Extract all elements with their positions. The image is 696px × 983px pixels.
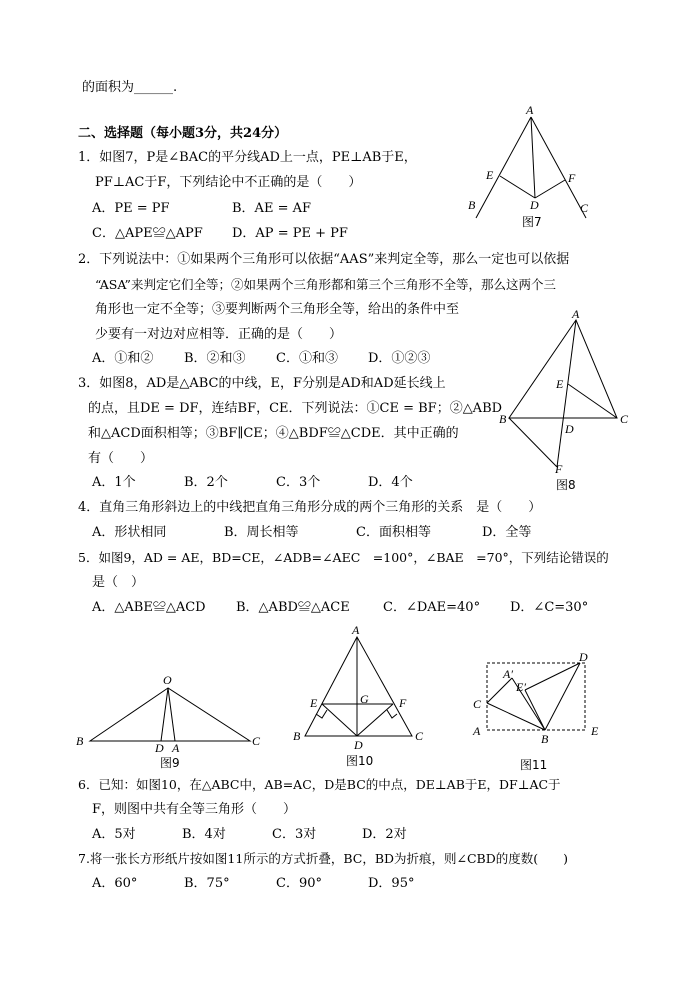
q2-line1: 2．下列说法中：①如果两个三角形可以依据“AAS”来判定全等，那么一定也可以依据 <box>78 252 570 267</box>
fig9-label-a: A <box>172 741 180 755</box>
q5-option-a: A．△ABE≌△ACD <box>92 600 206 615</box>
fig7-caption: 图7 <box>522 215 542 229</box>
intro-line: 的面积为______. <box>82 80 178 95</box>
q3-option-b: B．2个 <box>184 475 228 490</box>
q7-option-d: D．95° <box>368 876 415 891</box>
fig8-caption: 图8 <box>556 478 576 492</box>
fig9-label-b: B <box>76 734 84 748</box>
fig7-label-f: F <box>568 171 576 185</box>
q1-option-c: C．△APE≌△APF <box>92 226 203 241</box>
q2-line3: 角形也一定不全等；③要判断两个三角形全等，给出的条件中至 <box>95 302 460 317</box>
q7-option-a: A．60° <box>92 876 138 891</box>
section-title: 二、选择题（每小题3分，共24分） <box>78 126 288 141</box>
fig7-label-a: A <box>526 103 534 117</box>
q2-option-c: C．①和③ <box>276 351 338 366</box>
fig8-label-a: A <box>572 307 580 321</box>
q1-line1: 1．如图7，P是∠BAC的平分线AD上一点，PE⊥AB于E， <box>78 150 417 165</box>
fig8-label-c: C <box>620 412 629 426</box>
fig10-label-f: F <box>399 696 407 710</box>
q6-option-a: A．5对 <box>92 827 136 842</box>
fig11-line-bd <box>545 663 580 730</box>
q2-line4: 少要有一对边对应相等．正确的是（ ） <box>95 327 343 342</box>
q2-line2: “ASA”来判定它们全等；②如果两个三角形都和第三个三角形不全等，那么这两个三 <box>95 277 556 292</box>
q1-line2: PF⊥AC于F，下列结论中不正确的是（ ） <box>95 175 362 190</box>
q6-option-b: B．4对 <box>182 827 226 842</box>
fig8-label-e: E <box>556 377 564 391</box>
fig11-label-c: C <box>473 697 482 711</box>
q4-option-d: D．全等 <box>482 525 532 540</box>
q7-option-b: B．75° <box>184 876 230 891</box>
fig8-label-b: B <box>499 412 507 426</box>
fig11-label-a: A <box>473 724 481 738</box>
q7-option-c: C．90° <box>276 876 322 891</box>
q4-option-b: B．周长相等 <box>224 525 299 540</box>
q5-option-b: B．△ABD≌△ACE <box>236 600 350 615</box>
fig10-caption: 图10 <box>346 754 374 768</box>
q1-option-d: D．AP = PE + PF <box>232 226 348 241</box>
fig7-label-c: C <box>580 201 589 215</box>
q1-option-b: B．AE = AF <box>232 201 311 216</box>
fig9-label-c: C <box>252 734 261 748</box>
q3-option-a: A．1个 <box>92 475 136 490</box>
q5-line2: 是（ ） <box>92 575 145 590</box>
q1-option-a: A．PE = PF <box>92 201 170 216</box>
fig10-label-c: C <box>415 729 424 743</box>
q3-line4: 有（ ） <box>88 451 154 466</box>
fig9-label-o: O <box>163 673 172 687</box>
fig11-label-a-prime: A′ <box>503 667 513 681</box>
fig7-label-b: B <box>468 198 476 212</box>
fig8-label-f: F <box>555 462 563 476</box>
fig11-dashed-rect <box>487 663 585 730</box>
fig10-label-g: G <box>360 692 369 706</box>
q4-option-a: A．形状相同 <box>92 525 167 540</box>
q2-option-d: D．①②③ <box>368 351 431 366</box>
fig11-label-e-prime: E′ <box>516 680 526 694</box>
fig7-label-d: D <box>530 198 539 212</box>
q6-option-c: C．3对 <box>272 827 317 842</box>
q3-line3: 和△ACD面积相等；③BF∥CE；④△BDF≌△CDE．其中正确的 <box>88 426 459 441</box>
q6-line1: 6．已知：如图10，在△ABC中，AB=AC，D是BC的中点，DE⊥AB于E，DF⊥AC于 <box>78 777 561 792</box>
fig11-label-d: D <box>579 650 588 664</box>
q3-line1: 3．如图8，AD是△ABC的中线，E，F分别是AD和AD延长线上 <box>78 376 446 391</box>
q4-option-c: C．面积相等 <box>356 525 431 540</box>
q6-option-d: D．2对 <box>362 827 407 842</box>
q2-option-a: A．①和② <box>92 351 154 366</box>
q4-line1: 4．直角三角形斜边上的中线把直角三角形分成的两个三角形的关系 是（ ） <box>78 500 542 515</box>
q3-option-c: C．3个 <box>276 475 321 490</box>
fig11-line-eb <box>525 690 545 730</box>
q5-option-d: D．∠C=30° <box>510 600 589 615</box>
fig10-label-b: B <box>293 729 301 743</box>
fig11-caption: 图11 <box>520 758 548 772</box>
q2-option-b: B．②和③ <box>184 351 246 366</box>
fig11-line-ed <box>525 663 580 690</box>
q5-option-c: C．∠DAE=40° <box>383 600 481 615</box>
fig9-label-d: D <box>155 741 164 755</box>
q6-line2: F，则图中共有全等三角形（ ） <box>92 802 297 817</box>
fig10-label-e: E <box>310 696 318 710</box>
q3-line2: 的点，且DE = DF，连结BF，CE．下列说法：①CE = BF；②△ABD <box>88 401 503 416</box>
fig9-caption: 图9 <box>160 756 180 770</box>
q7-line1: 7.将一张长方形纸片按如图11所示的方式折叠，BC，BD为折痕，则∠CBD的度数( ) <box>78 851 569 866</box>
fig11-label-e: E <box>591 724 599 738</box>
fig8-label-d: D <box>565 422 574 436</box>
q5-line1: 5．如图9，AD = AE，BD=CE，∠ADB=∠AEC =100°，∠BAE =70°，下列结论错误的 <box>78 550 609 565</box>
fig10-label-d: D <box>354 738 363 752</box>
fig7-label-e: E <box>486 168 494 182</box>
q3-option-d: D．4个 <box>368 475 413 490</box>
fig10-label-a: A <box>352 623 360 637</box>
fig11-label-b: B <box>541 732 549 746</box>
